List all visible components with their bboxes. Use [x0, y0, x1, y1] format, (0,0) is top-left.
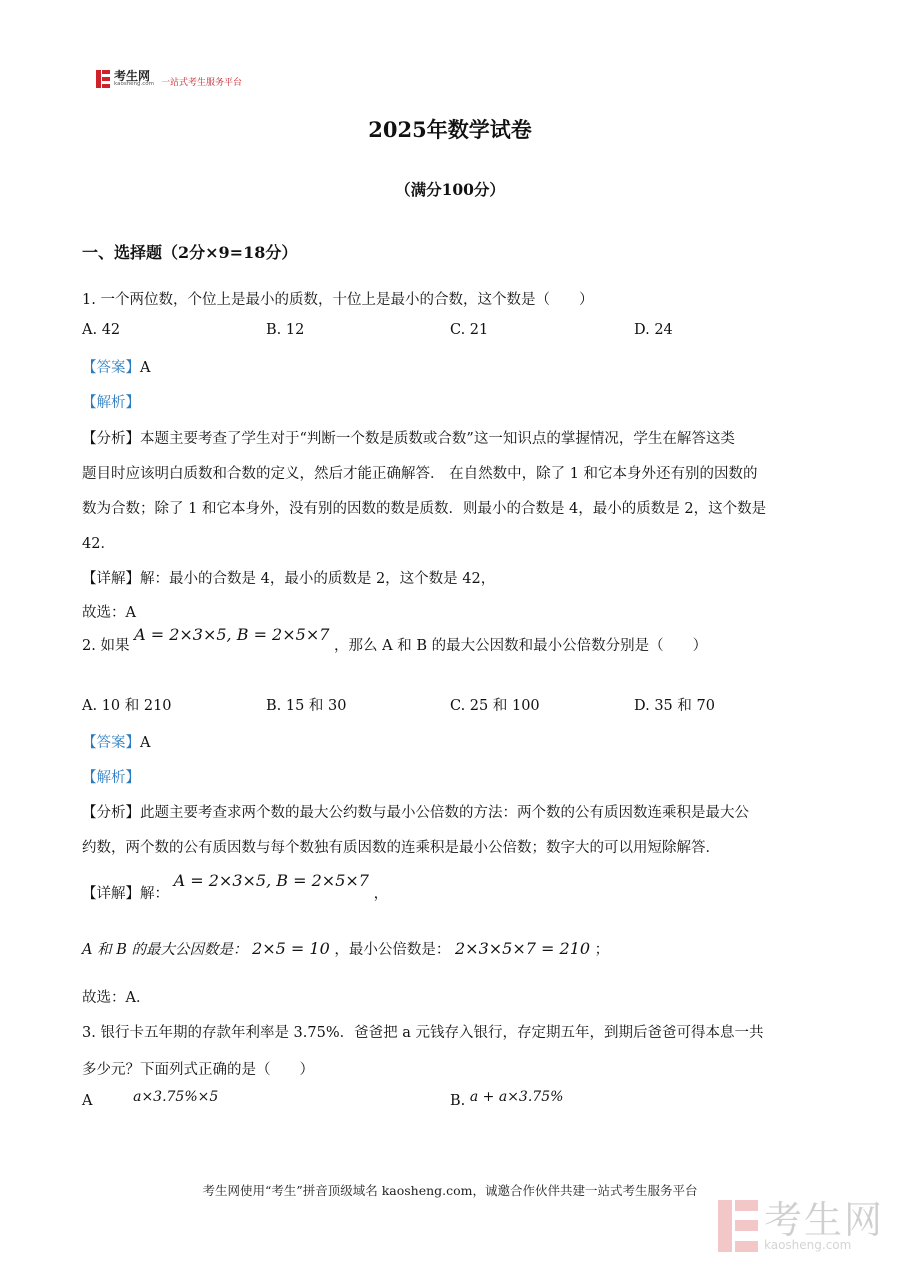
q3-option-b-formula: a + a×3.75% [469, 1089, 564, 1105]
q3-option-a-label: A [82, 1093, 93, 1109]
q1-analysis-line: 数为合数；除了 1 和它本身外，没有别的因数的数是质数．则最小的合数是 4，最小的质数是 2，这个数是 [82, 501, 767, 517]
section-heading: 一、选择题（2分×9=18分） [82, 243, 298, 262]
page-title: 2025年数学试卷 [368, 117, 532, 142]
q2-detail [82, 870, 389, 902]
q2-detail-formula: A = 2×3×5, B = 2×5×7 [173, 871, 369, 890]
q2-lcm-formula: 2×3×5×7 = 210 [455, 939, 591, 958]
q1-analysis-tag: 【解析】 [82, 395, 140, 411]
q2-option-d: D. 35 和 70 [634, 698, 715, 714]
answer-value: A [140, 360, 151, 376]
q1-analysis-line: 【分析】本题主要考查了学生对于“判断一个数是质数或合数”这一知识点的掌握情况，学生在解答这类 [82, 431, 735, 447]
q1-choose: 故选：A [82, 605, 136, 621]
answer-tag: 【答案】 [82, 735, 140, 751]
q2-answer [82, 731, 150, 752]
watermark [718, 1200, 884, 1252]
q3-option-b [450, 1089, 564, 1109]
q3-stem-line: 多少元？下面列式正确的是（ ） [82, 1062, 314, 1078]
q2-stem-formula: A = 2×3×5, B = 2×5×7 [134, 625, 330, 644]
q1-detail: 【详解】解：最小的合数是 4，最小的质数是 2，这个数是 42， [82, 571, 496, 587]
q2-analysis-line: 【分析】此题主要考查求两个数的最大公约数与最小公倍数的方法：两个数的公有质因数连乘积是最大公 [82, 805, 749, 821]
page-footer: 考生网使用“考生”拼音顶级域名 kaosheng.com，诚邀合作伙伴共建一站式考生服务平台 [202, 1183, 698, 1198]
logo-slogan: 一站式考生服务平台 [161, 77, 243, 88]
q2-gcd-formula: 2×5 = 10 [252, 939, 330, 958]
q2-analysis-tag: 【解析】 [82, 770, 140, 786]
q2-choose: 故选：A． [82, 990, 151, 1006]
q2-lcm-label: ，最小公倍数是： [334, 942, 451, 958]
q2-stem-prefix: 2. 如果 [82, 638, 130, 654]
q2-option-a: A. 10 和 210 [82, 698, 172, 714]
logo-domain: kaosheng.com [114, 81, 155, 88]
q1-option-c: C. 21 [450, 322, 489, 338]
answer-tag: 【答案】 [82, 360, 140, 376]
q2-detail-prefix: 【详解】解： [82, 886, 169, 902]
q3-option-b-label: B. [450, 1093, 466, 1109]
watermark-logo-icon [718, 1200, 758, 1252]
q2-stem [82, 625, 708, 655]
answer-value: A [140, 735, 151, 751]
q3-stem-line: 3. 银行卡五年期的存款年利率是 3.75%．爸爸把 a 元钱存入银行，存定期五年，到期后爸爸可得本息一共 [82, 1025, 764, 1041]
q2-gcd-lcm [82, 938, 609, 959]
header-logo [96, 70, 242, 88]
q1-option-a: A. 42 [82, 322, 121, 338]
kaosheng-logo-icon [96, 70, 110, 88]
q1-option-d: D. 24 [634, 322, 673, 338]
q1-answer [82, 356, 150, 377]
q2-analysis-line: 约数，两个数的公有质因数与每个数独有质因数的连乘积是最小公倍数；数字大的可以用短除解答． [82, 840, 720, 856]
q1-analysis-line: 题目时应该明白质数和合数的定义，然后才能正确解答． 在自然数中，除了 1 和它本身外还有别的因数的 [82, 466, 758, 482]
q1-option-b: B. 12 [266, 322, 305, 338]
q1-analysis-line: 42． [82, 536, 115, 552]
q2-stem-suffix: ，那么 A 和 B 的最大公因数和最小公倍数分别是（ ） [334, 638, 708, 654]
logo-name: 考生网 [114, 69, 151, 84]
q2-lcm-suffix: ； [594, 942, 610, 958]
watermark-domain: kaosheng.com [764, 1238, 852, 1252]
q3-option-a [82, 1089, 219, 1109]
q2-detail-suffix: ， [373, 886, 389, 902]
watermark-name: 考生网 [764, 1198, 885, 1242]
q3-option-a-formula: a×3.75%×5 [133, 1089, 219, 1105]
q2-gcd-label: A 和 B 的最大公因数是： [82, 942, 248, 958]
q2-option-b: B. 15 和 30 [266, 698, 347, 714]
q2-option-c: C. 25 和 100 [450, 698, 540, 714]
page-subtitle: （满分100分） [395, 180, 505, 199]
q1-stem: 1. 一个两位数，个位上是最小的质数，十位上是最小的合数，这个数是（ ） [82, 292, 594, 308]
